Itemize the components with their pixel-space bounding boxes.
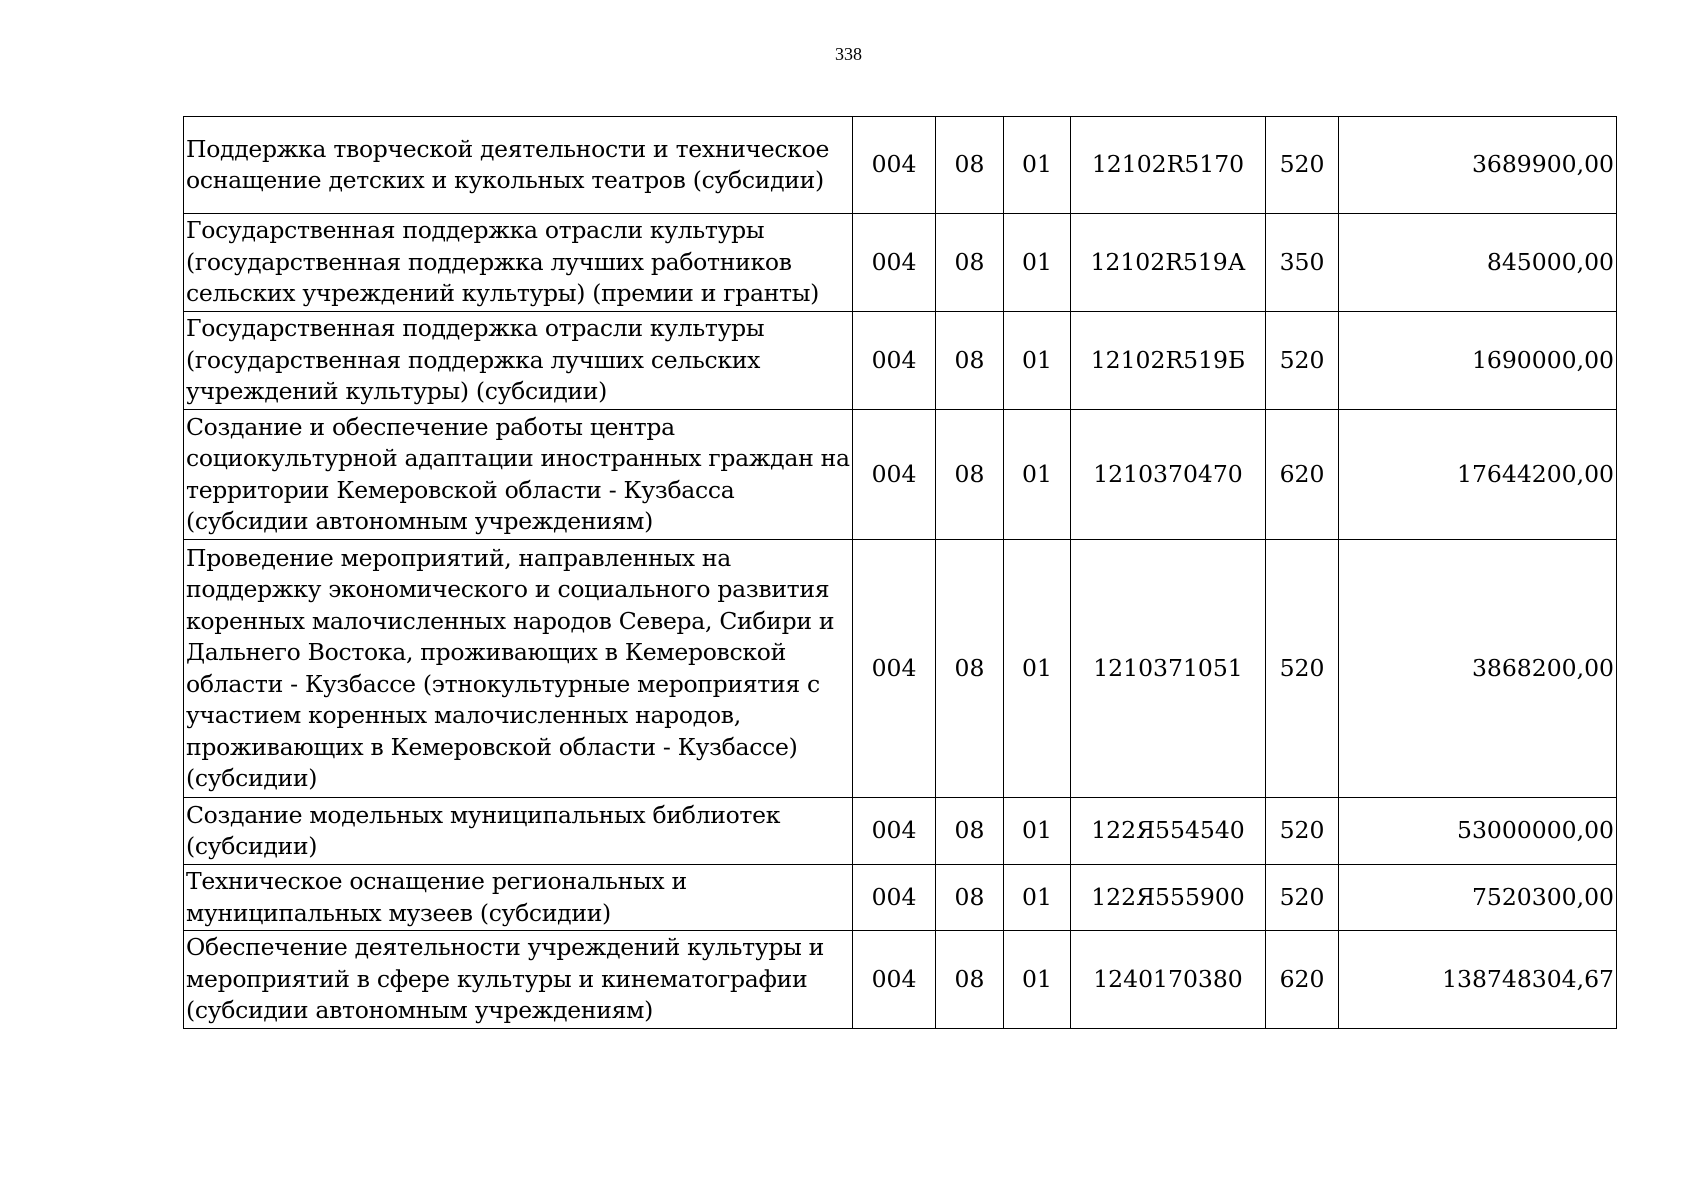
row-target-article: 122Я554540	[1071, 798, 1266, 865]
row-description: Обеспечение деятельности учреждений культуры и мероприятий в сфере культуры и кинематографии (субсидии автономным учреждениям)	[184, 931, 853, 1029]
table-row	[184, 865, 1617, 931]
row-amount: 53000000,00	[1339, 798, 1617, 865]
row-target-article: 1240170380	[1071, 931, 1266, 1029]
row-expense-type: 350	[1266, 214, 1339, 312]
row-description: Государственная поддержка отрасли культуры (государственная поддержка лучших работников сельских учреждений культуры) (премии и гранты)	[184, 214, 853, 312]
row-ministry-code: 004	[853, 410, 936, 540]
row-expense-type: 620	[1266, 931, 1339, 1029]
row-subsection-code: 01	[1004, 312, 1071, 410]
row-ministry-code: 004	[853, 865, 936, 931]
row-subsection-code: 01	[1004, 798, 1071, 865]
row-section-code: 08	[936, 865, 1004, 931]
row-expense-type: 520	[1266, 865, 1339, 931]
row-target-article: 12102R5170	[1071, 117, 1266, 214]
row-section-code: 08	[936, 214, 1004, 312]
page-number: 338	[835, 44, 862, 64]
row-target-article: 122Я555900	[1071, 865, 1266, 931]
row-amount: 138748304,67	[1339, 931, 1617, 1029]
row-target-article: 12102R519Б	[1071, 312, 1266, 410]
row-subsection-code: 01	[1004, 540, 1071, 798]
row-description: Поддержка творческой деятельности и техническое оснащение детских и кукольных театров (субсидии)	[184, 117, 853, 214]
row-description: Создание и обеспечение работы центра социокультурной адаптации иностранных граждан на территории Кемеровской области - Кузбасса (субсидии автономным учреждениям)	[184, 410, 853, 540]
row-subsection-code: 01	[1004, 410, 1071, 540]
budget-table-body	[184, 117, 1617, 1029]
row-expense-type: 520	[1266, 540, 1339, 798]
table-row	[184, 117, 1617, 214]
row-subsection-code: 01	[1004, 117, 1071, 214]
row-section-code: 08	[936, 931, 1004, 1029]
row-ministry-code: 004	[853, 798, 936, 865]
row-amount: 3689900,00	[1339, 117, 1617, 214]
row-expense-type: 620	[1266, 410, 1339, 540]
row-section-code: 08	[936, 798, 1004, 865]
row-description: Создание модельных муниципальных библиотек (субсидии)	[184, 798, 853, 865]
row-amount: 17644200,00	[1339, 410, 1617, 540]
table-row	[184, 214, 1617, 312]
row-ministry-code: 004	[853, 117, 936, 214]
row-subsection-code: 01	[1004, 214, 1071, 312]
table-row	[184, 410, 1617, 540]
row-amount: 7520300,00	[1339, 865, 1617, 931]
row-ministry-code: 004	[853, 931, 936, 1029]
row-expense-type: 520	[1266, 117, 1339, 214]
table-row	[184, 931, 1617, 1029]
row-expense-type: 520	[1266, 798, 1339, 865]
table-row	[184, 798, 1617, 865]
row-target-article: 12102R519А	[1071, 214, 1266, 312]
row-ministry-code: 004	[853, 540, 936, 798]
row-section-code: 08	[936, 117, 1004, 214]
row-amount: 845000,00	[1339, 214, 1617, 312]
table-row	[184, 540, 1617, 798]
row-amount: 1690000,00	[1339, 312, 1617, 410]
row-section-code: 08	[936, 540, 1004, 798]
row-section-code: 08	[936, 312, 1004, 410]
table-row	[184, 312, 1617, 410]
row-amount: 3868200,00	[1339, 540, 1617, 798]
row-subsection-code: 01	[1004, 865, 1071, 931]
row-section-code: 08	[936, 410, 1004, 540]
budget-table	[183, 116, 1617, 1029]
row-description: Проведение мероприятий, направленных на поддержку экономического и социального развития коренных малочисленных народов Севера, Сибири и Дальнего Востока, проживающих в Кемеровской области - Кузбассе (этнокультурные мероприятия с участием коренных малочисленных народов, проживающих в Кемеровской области - Кузбассе) (субсидии)	[184, 540, 853, 798]
row-target-article: 1210370470	[1071, 410, 1266, 540]
row-ministry-code: 004	[853, 214, 936, 312]
row-description: Государственная поддержка отрасли культуры (государственная поддержка лучших сельских учреждений культуры) (субсидии)	[184, 312, 853, 410]
row-subsection-code: 01	[1004, 931, 1071, 1029]
row-description: Техническое оснащение региональных и муниципальных музеев (субсидии)	[184, 865, 853, 931]
row-expense-type: 520	[1266, 312, 1339, 410]
row-ministry-code: 004	[853, 312, 936, 410]
row-target-article: 1210371051	[1071, 540, 1266, 798]
